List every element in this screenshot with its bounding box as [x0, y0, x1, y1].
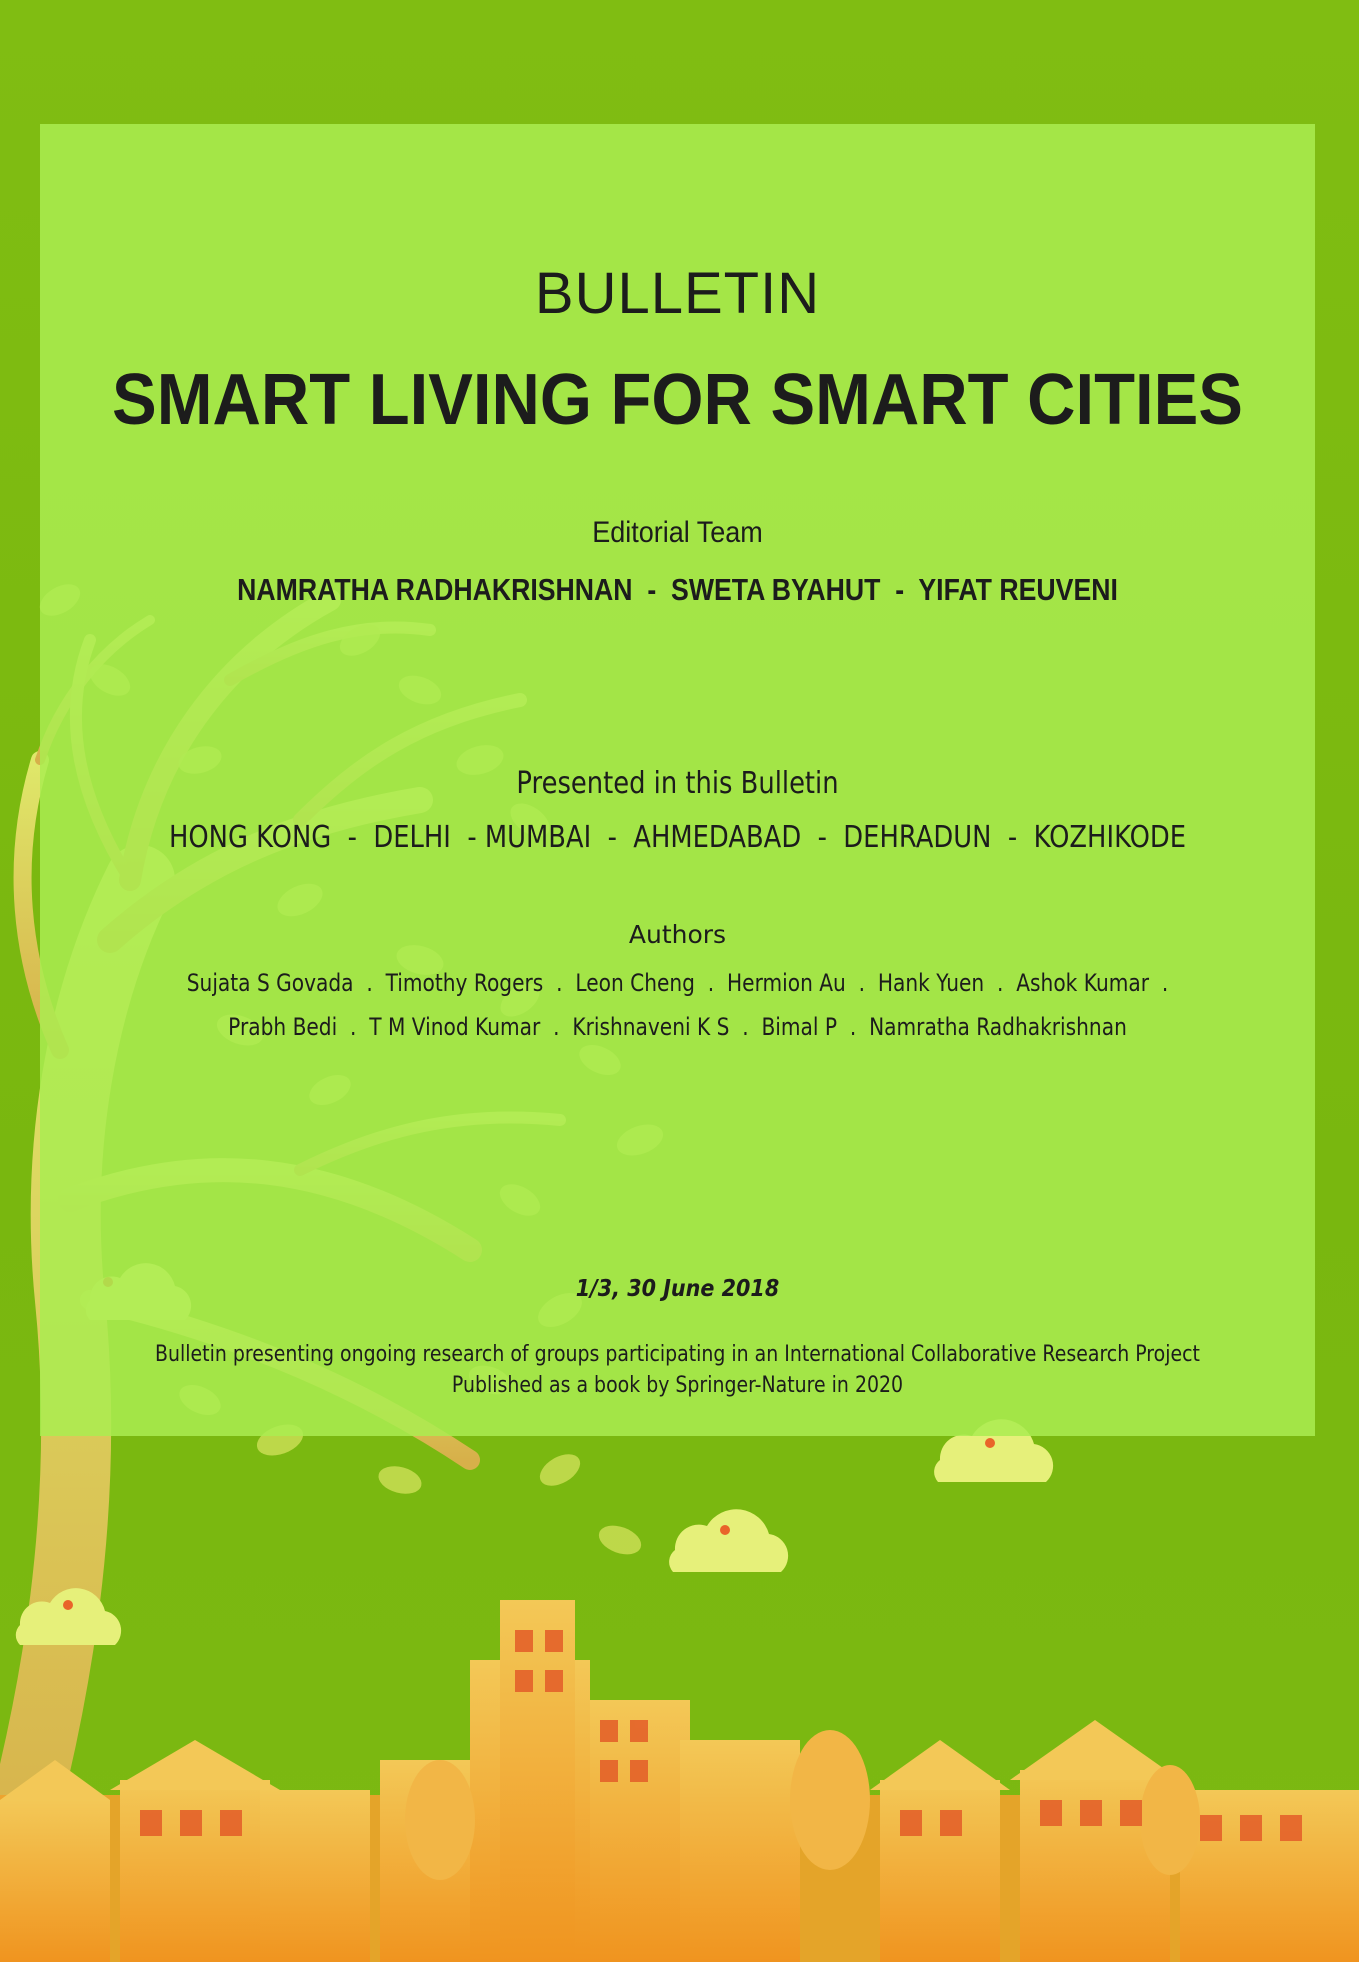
main-title: SMART LIVING FOR SMART CITIES	[112, 360, 1243, 440]
editors-list: NAMRATHA RADHAKRISHNAN - SWETA BYAHUT - YIFAT REUVENI	[237, 572, 1118, 607]
bulletin-label: BULLETIN	[534, 261, 821, 326]
editorial-team-label: Editorial Team	[592, 516, 763, 549]
issue-date: 1/3, 30 June 2018	[575, 1276, 780, 1302]
authors-list-line-1: Sujata S Govada . Timothy Rogers . Leon Cheng . Hermion Au . Hank Yuen . Ashok Kumar .	[186, 969, 1169, 997]
publication-note: Published as a book by Springer-Nature in 2020	[451, 1373, 904, 1398]
authors-list-line-2: Prabh Bedi . T M Vinod Kumar . Krishnaveni K S . Bimal P . Namratha Radhakrishnan	[228, 1013, 1127, 1041]
bulletin-description: Bulletin presenting ongoing research of groups participating in an International Collaborative Research Project	[155, 1342, 1200, 1367]
cities-list: HONG KONG - DELHI - MUMBAI - AHMEDABAD - DEHRADUN - KOZHIKODE	[168, 820, 1187, 855]
authors-label: Authors	[628, 920, 727, 949]
presented-label: Presented in this Bulletin	[516, 766, 839, 801]
title-panel	[40, 124, 1315, 1436]
city-skyline-illustration	[0, 1600, 1359, 1962]
